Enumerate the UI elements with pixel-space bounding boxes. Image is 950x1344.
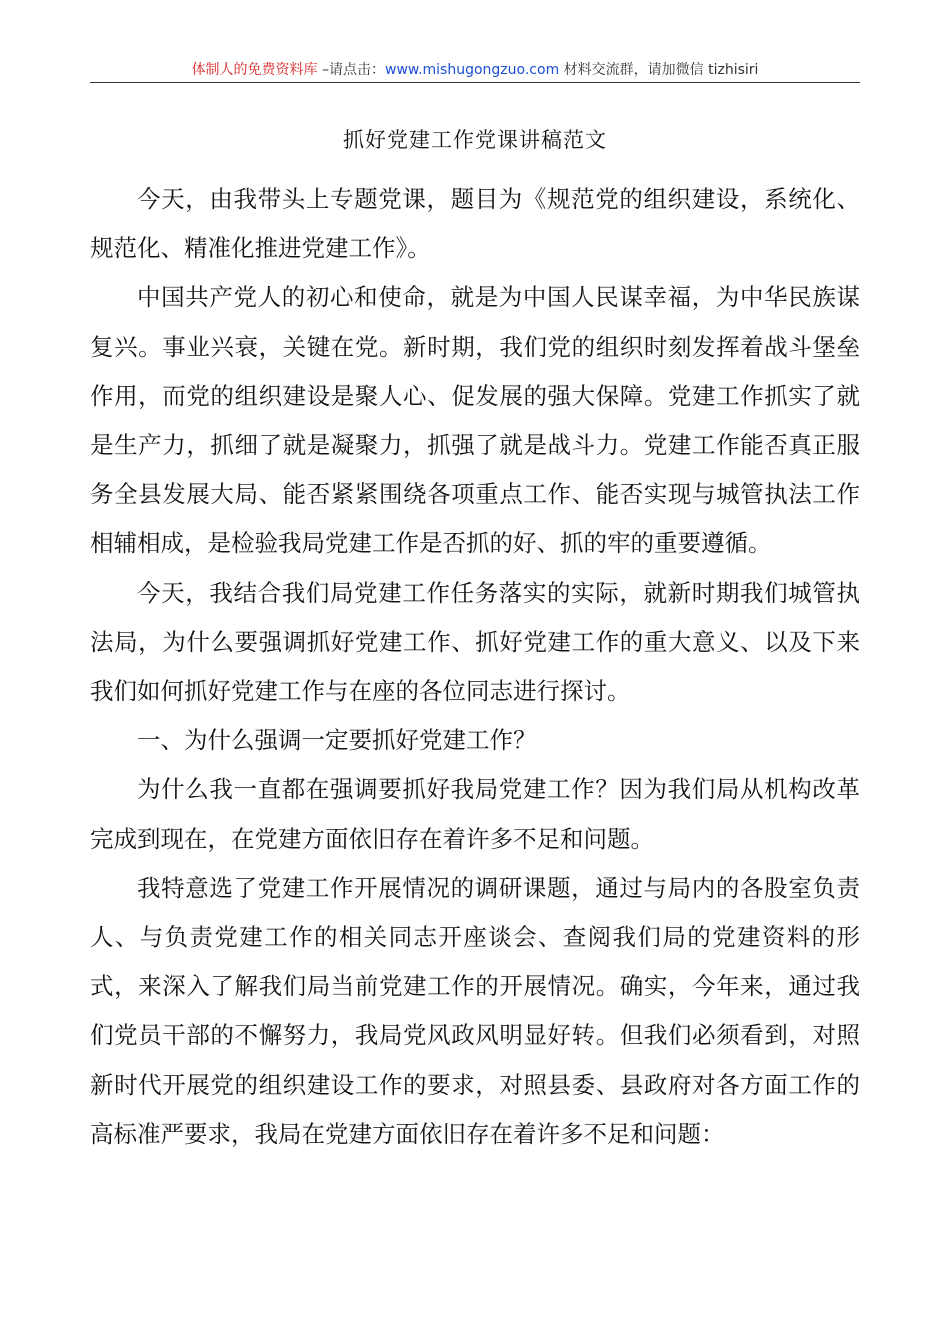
paragraph: 为什么我一直都在强调要抓好我局党建工作？因为我们局从机构改革完成到现在，在党建方面依旧存在着许多不足和问题。 xyxy=(90,775,860,853)
header-divider xyxy=(90,82,860,83)
document-body xyxy=(90,175,860,1159)
header-note: 材料交流群，请加微信 tizhisiri xyxy=(559,62,759,78)
header-link[interactable]: www.mishugongzuo.com xyxy=(385,62,560,78)
paragraph: 今天，由我带头上专题党课，题目为《规范党的组织建设，系统化、规范化、精准化推进党建工作》。 xyxy=(90,185,860,263)
paragraph: 中国共产党人的初心和使命，就是为中国人民谋幸福，为中华民族谋复兴。事业兴衰，关键在党。新时期，我们党的组织时刻发挥着战斗堡垒作用，而党的组织建设是聚人心、促发展的强大保障。党建工作抓实了就是生产力，抓细了就是凝聚力，抓强了就是战斗力。党建工作能否真正服务全县发展大局、能否紧紧围绕各项重点工作、能否实现与城管执法工作相辅相成，是检验我局党建工作是否抓的好、抓的牢的重要遵循。 xyxy=(90,283,860,558)
header-separator: –请点击： xyxy=(317,62,386,78)
paragraph: 今天，我结合我们局党建工作任务落实的实际，就新时期我们城管执法局，为什么要强调抓好党建工作、抓好党建工作的重大意义、以及下来我们如何抓好党建工作与在座的各位同志进行探讨。 xyxy=(90,578,860,706)
document-title: 抓好党建工作党课讲稿范文 xyxy=(343,128,607,152)
page-header xyxy=(90,58,860,82)
header-brand: 体制人的免费资料库 xyxy=(191,62,318,78)
section-heading: 一、为什么强调一定要抓好党建工作？ xyxy=(137,726,537,755)
paragraph: 我特意选了党建工作开展情况的调研课题，通过与局内的各股室负责人、与负责党建工作的相关同志开座谈会、查阅我们局的党建资料的形式，来深入了解我们局当前党建工作的开展情况。确实，今年来，通过我们党员干部的不懈努力，我局党风政风明显好转。但我们必须看到，对照新时代开展党的组织建设工作的要求，对照县委、县政府对各方面工作的高标准严要求，我局在党建方面依旧存在着许多不足和问题： xyxy=(90,873,860,1148)
